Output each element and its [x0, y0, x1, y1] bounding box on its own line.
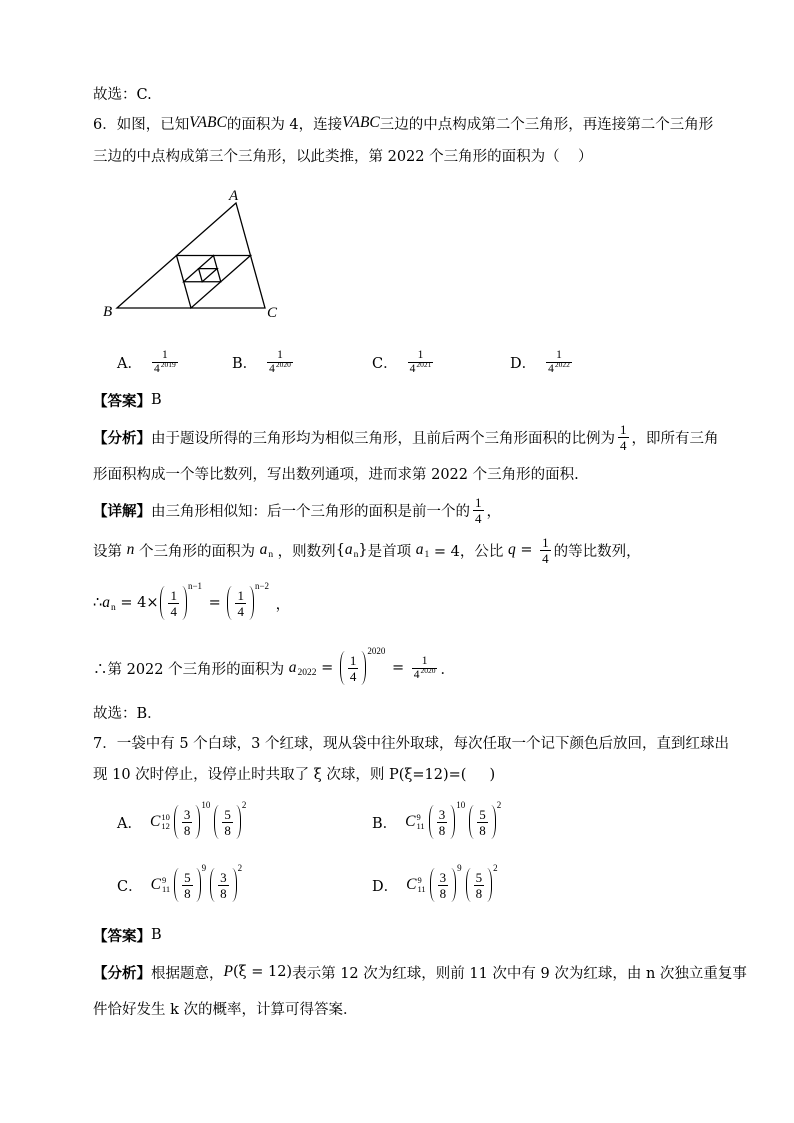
left-paren: [174, 868, 179, 902]
right-paren: [491, 805, 496, 839]
fraction-denominator: 8: [224, 822, 231, 838]
fraction: [222, 807, 233, 838]
detail-text: ，: [486, 503, 501, 520]
q6-analysis-line-2: [93, 463, 579, 483]
power-base: 4: [153, 362, 160, 375]
q5-conclusion: [93, 83, 152, 103]
equation-text: ，: [271, 596, 291, 613]
combination-indices: [417, 813, 425, 831]
left-paren: [469, 805, 474, 839]
fraction-numerator: 3: [438, 806, 446, 822]
fraction-denominator: 4: [620, 437, 627, 453]
q7-option-c: [117, 863, 244, 901]
detail-text: = 4，公比: [429, 543, 508, 560]
q6-detail-line-4: [93, 646, 455, 684]
parenthesized-fraction: [430, 868, 457, 902]
detail-text: 个三角形的面积为: [134, 543, 260, 560]
power-exponent: 10: [456, 800, 466, 810]
combination-symbol: C: [406, 876, 417, 893]
fraction-numerator: 1: [161, 348, 168, 361]
power-base: 4: [409, 362, 416, 375]
q6-option-c: [372, 348, 436, 375]
power-of-fraction: [466, 863, 498, 902]
left-paren: [210, 868, 215, 902]
option-fraction: [152, 349, 178, 376]
equation-text: =: [387, 660, 409, 676]
power-of-fraction: [469, 800, 502, 839]
conclusion-text: 故选：C.: [93, 86, 152, 103]
analysis-tag: 【分析】: [93, 429, 151, 447]
power-of-fraction: [174, 800, 211, 839]
combination-symbol: C: [150, 876, 161, 893]
q6-option-b: [232, 348, 296, 375]
stem-text: 如图，已知: [116, 116, 190, 133]
fraction: [412, 655, 438, 682]
q6-detail-line-2: [93, 534, 641, 566]
equation-text: =: [316, 660, 338, 676]
probability-symbol: P: [223, 963, 233, 980]
detail-text: 是首项: [367, 543, 416, 560]
fraction-denominator: [408, 359, 434, 376]
question-number: 6．: [93, 116, 117, 133]
therefore-symbol: ∴: [93, 595, 103, 611]
q6-conclusion: [93, 702, 162, 722]
fraction-denominator: [412, 665, 438, 682]
fraction-denominator: [152, 359, 178, 376]
option-fraction: [546, 349, 572, 376]
power-exponent: 9: [457, 863, 462, 873]
power-exponent: 2: [493, 863, 498, 873]
nested-triangles-figure: [100, 185, 290, 325]
option-fraction: [408, 349, 434, 376]
fraction: [437, 807, 448, 838]
parenthesized-fraction: [174, 805, 201, 839]
combination-sup: 9: [416, 812, 421, 822]
fraction-denominator: 8: [220, 885, 227, 901]
q7-stem-line-1: [93, 732, 729, 752]
q6-option-a: [117, 348, 181, 375]
power-exponent: 2020: [275, 359, 291, 369]
combination-indices: [162, 876, 170, 894]
parenthesized-fraction: [214, 805, 241, 839]
detail-tag: 【详解】: [93, 502, 151, 520]
analysis-tag: 【分析】: [93, 964, 151, 982]
q7-option-d: [372, 863, 500, 901]
combination: [151, 876, 171, 894]
right-paren: [236, 805, 241, 839]
variable-a: a: [344, 541, 353, 558]
fraction: [477, 807, 488, 838]
parenthesized-fraction: [210, 868, 237, 902]
option-letter: A．: [117, 815, 142, 832]
variable-a: a: [102, 594, 110, 611]
fraction: [438, 870, 449, 901]
q7-analysis-line-2: [93, 998, 358, 1018]
stem-text: 现 10 次时停止，设停止时共取了 ξ 次球，则 P(ξ=12)=( ): [93, 766, 496, 783]
triangle-notation: VABC: [189, 114, 227, 131]
fraction-numerator: 1: [349, 652, 357, 668]
brace-close: }: [358, 542, 368, 558]
left-paren: [429, 805, 434, 839]
variable-a: a: [288, 659, 297, 676]
power-exponent: 2020: [420, 665, 436, 675]
fraction-denominator: 4: [542, 550, 549, 566]
right-paren: [451, 868, 456, 902]
combination-sup: 9: [161, 875, 167, 885]
answer-value: B: [151, 927, 162, 943]
power-of-fraction: [227, 581, 270, 620]
power-exponent: 10: [201, 800, 211, 810]
ratio-fraction: [540, 535, 551, 566]
fraction-numerator: 5: [475, 869, 483, 885]
probability-argument: (ξ = 12): [232, 964, 293, 980]
fraction-numerator: 3: [220, 869, 227, 885]
power-of-fraction: [210, 863, 243, 902]
power-of-fraction: [429, 800, 466, 839]
fraction-numerator: 1: [421, 654, 428, 667]
q6-analysis-line-1: [93, 421, 719, 453]
q6-stem-line-1: [93, 113, 713, 133]
parenthesized-fraction: [429, 805, 456, 839]
option-letter: D．: [510, 355, 537, 372]
combination-sub: 12: [161, 821, 170, 831]
combination-sup: 10: [161, 812, 170, 822]
analysis-text: 根据题意，: [151, 965, 224, 982]
fraction: [182, 870, 193, 901]
fraction-numerator: 1: [170, 587, 177, 603]
fraction-numerator: 1: [277, 348, 283, 361]
vertex-label-a: A: [229, 188, 239, 204]
parenthesized-fraction: [340, 651, 367, 685]
fraction-denominator: 4: [170, 603, 177, 619]
power-exponent: n−1: [187, 581, 203, 591]
left-paren: [160, 586, 165, 620]
answer-tag: 【答案】: [93, 392, 151, 410]
fraction-denominator: 8: [475, 885, 483, 901]
variable-n: n: [126, 541, 135, 558]
q7-stem-line-2: [93, 763, 495, 783]
parenthesized-fraction: [160, 586, 187, 620]
q7-option-a: [117, 800, 248, 838]
parenthesized-fraction: [174, 868, 201, 902]
q7-option-b: [372, 800, 503, 838]
power-of-fraction: [174, 863, 207, 902]
answer-tag: 【答案】: [93, 927, 151, 945]
variable-a: a: [415, 541, 424, 558]
power-base: 4: [269, 362, 275, 375]
option-letter: B．: [372, 815, 398, 832]
power-exponent: 2: [237, 863, 243, 873]
fraction-numerator: 3: [183, 806, 191, 822]
left-paren: [466, 868, 471, 902]
power-exponent: 2019: [160, 359, 176, 369]
right-paren: [361, 651, 366, 685]
fraction-numerator: 1: [620, 421, 627, 437]
analysis-text: ，即所有三角: [631, 430, 719, 447]
question-number: 7．: [93, 735, 117, 752]
combination-sub: 11: [416, 821, 425, 831]
option-letter: B．: [232, 355, 258, 372]
right-paren: [182, 586, 187, 620]
power-exponent: 9: [201, 863, 207, 873]
right-paren: [450, 805, 455, 839]
fraction: [235, 588, 246, 619]
fraction-numerator: 5: [184, 869, 191, 885]
combination-symbol: C: [405, 813, 416, 830]
left-paren: [174, 805, 179, 839]
option-letter: D．: [372, 878, 399, 895]
option-fraction: [267, 349, 293, 376]
power-base: 4: [413, 668, 420, 681]
fraction-numerator: 5: [224, 806, 231, 822]
fraction: [168, 588, 179, 619]
q7-answer: [93, 925, 162, 945]
fraction-denominator: [546, 359, 572, 376]
power-base: 4: [548, 362, 554, 375]
q6-detail-line-1: [93, 494, 501, 526]
q6-answer: [93, 390, 162, 410]
detail-text: =: [515, 542, 538, 558]
detail-text: 设第: [93, 543, 127, 560]
right-paren: [195, 805, 200, 839]
option-letter: A．: [117, 355, 142, 372]
fraction-denominator: [267, 359, 293, 376]
combination-indices: [417, 876, 425, 894]
power-of-fraction: [214, 800, 247, 839]
fraction-numerator: 1: [417, 348, 424, 361]
combination-sub: 11: [417, 884, 426, 894]
subscript: n: [268, 550, 274, 560]
fraction-denominator: 8: [183, 822, 191, 838]
fraction: [182, 807, 193, 838]
left-paren: [340, 651, 345, 685]
triangle-notation: VABC: [342, 114, 380, 131]
q7-analysis-line-1: [93, 962, 747, 982]
right-paren: [249, 586, 254, 620]
fraction-denominator: 4: [349, 668, 357, 684]
fraction-denominator: 8: [479, 822, 486, 838]
combination-sub: 11: [161, 884, 171, 894]
vertex-label-c: C: [267, 305, 278, 321]
power-of-fraction: [160, 581, 203, 620]
analysis-text: 形面积构成一个等比数列，写出数列通项，进而求第 2022 个三角形的面积.: [93, 466, 579, 483]
answer-value: B: [151, 392, 162, 408]
fraction-denominator: 8: [184, 885, 191, 901]
left-paren: [430, 868, 435, 902]
right-paren: [487, 868, 492, 902]
combination: [406, 876, 426, 894]
triangle-4: [199, 269, 218, 282]
power-exponent: 2: [496, 800, 502, 810]
subscript: n: [353, 550, 359, 560]
fraction-denominator: 4: [237, 603, 244, 619]
left-paren: [227, 586, 232, 620]
power-exponent: 2: [241, 800, 247, 810]
vertex-label-b: B: [103, 304, 113, 320]
fraction-numerator: 1: [475, 494, 482, 510]
parenthesized-fraction: [227, 586, 254, 620]
fraction-numerator: 1: [542, 534, 549, 550]
parenthesized-fraction: [469, 805, 496, 839]
power-of-fraction: [430, 863, 462, 902]
fraction-numerator: 5: [479, 806, 486, 822]
combination-sup: 9: [417, 875, 422, 885]
analysis-text: 表示第 12 次为红球，则前 11 次中有 9 次为红球，由 n 次独立重复事: [292, 965, 747, 982]
detail-text: 由三角形相似知：后一个三角形的面积是前一个的: [151, 503, 470, 520]
detail-text: ，则数列: [273, 543, 336, 560]
stem-text: 三边的中点构成第二个三角形，再连接第二个三角形: [379, 116, 714, 133]
fraction-denominator: 8: [439, 885, 447, 901]
q6-option-d: [510, 348, 575, 375]
combination: [405, 813, 425, 831]
power-of-fraction: [340, 646, 386, 685]
subscript: n: [110, 603, 116, 613]
ratio-fraction: [473, 495, 484, 526]
fraction-numerator: 3: [439, 869, 447, 885]
fraction-numerator: 1: [237, 587, 244, 603]
subscript: 1: [424, 550, 430, 560]
analysis-text: 由于题设所得的三角形均为相似三角形，且前后两个三角形面积的比例为: [151, 430, 615, 447]
equation-text: ．: [440, 661, 455, 678]
fraction: [474, 870, 485, 901]
equation-text: =: [204, 595, 226, 611]
option-letter: C．: [372, 355, 398, 372]
power-exponent: 2020: [367, 646, 386, 656]
stem-text: 一袋中有 5 个白球，3 个红球，现从袋中往外取球，每次任取一个记下颜色后放回，直到红球出: [116, 735, 730, 752]
right-paren: [196, 868, 201, 902]
parenthesized-fraction: [466, 868, 493, 902]
detail-text: 的等比数列，: [553, 543, 641, 560]
analysis-text: 件恰好发生 k 次的概率，计算可得答案．: [93, 1001, 358, 1018]
fraction: [218, 870, 229, 901]
fraction-numerator: 1: [556, 348, 562, 361]
equation-text: = 4×: [115, 595, 159, 611]
combination-indices: [161, 813, 170, 831]
power-exponent: 2021: [416, 359, 432, 369]
variable-a: a: [259, 541, 268, 558]
stem-text: 的面积为 4，连接: [226, 116, 343, 133]
q6-detail-line-3: [93, 581, 291, 619]
variable-q: q: [507, 541, 516, 558]
q6-stem-line-2: [93, 145, 593, 165]
brace-open: {: [335, 542, 345, 558]
power-exponent: n−2: [254, 581, 270, 591]
combination: [150, 813, 170, 831]
detail-text: ∴第 2022 个三角形的面积为: [93, 661, 289, 678]
fraction-denominator: 8: [438, 822, 446, 838]
left-paren: [214, 805, 219, 839]
right-paren: [232, 868, 237, 902]
combination-symbol: C: [149, 813, 161, 830]
power-exponent: 2022: [554, 359, 570, 369]
fraction-denominator: 4: [475, 510, 482, 526]
option-letter: C．: [117, 878, 143, 895]
stem-text: 三边的中点构成第三个三角形，以此类推，第 2022 个三角形的面积为（ ）: [93, 148, 593, 165]
ratio-fraction: [618, 422, 629, 453]
conclusion-text: 故选：B．: [93, 705, 162, 722]
subscript: 2022: [297, 668, 317, 678]
fraction: [348, 653, 359, 684]
